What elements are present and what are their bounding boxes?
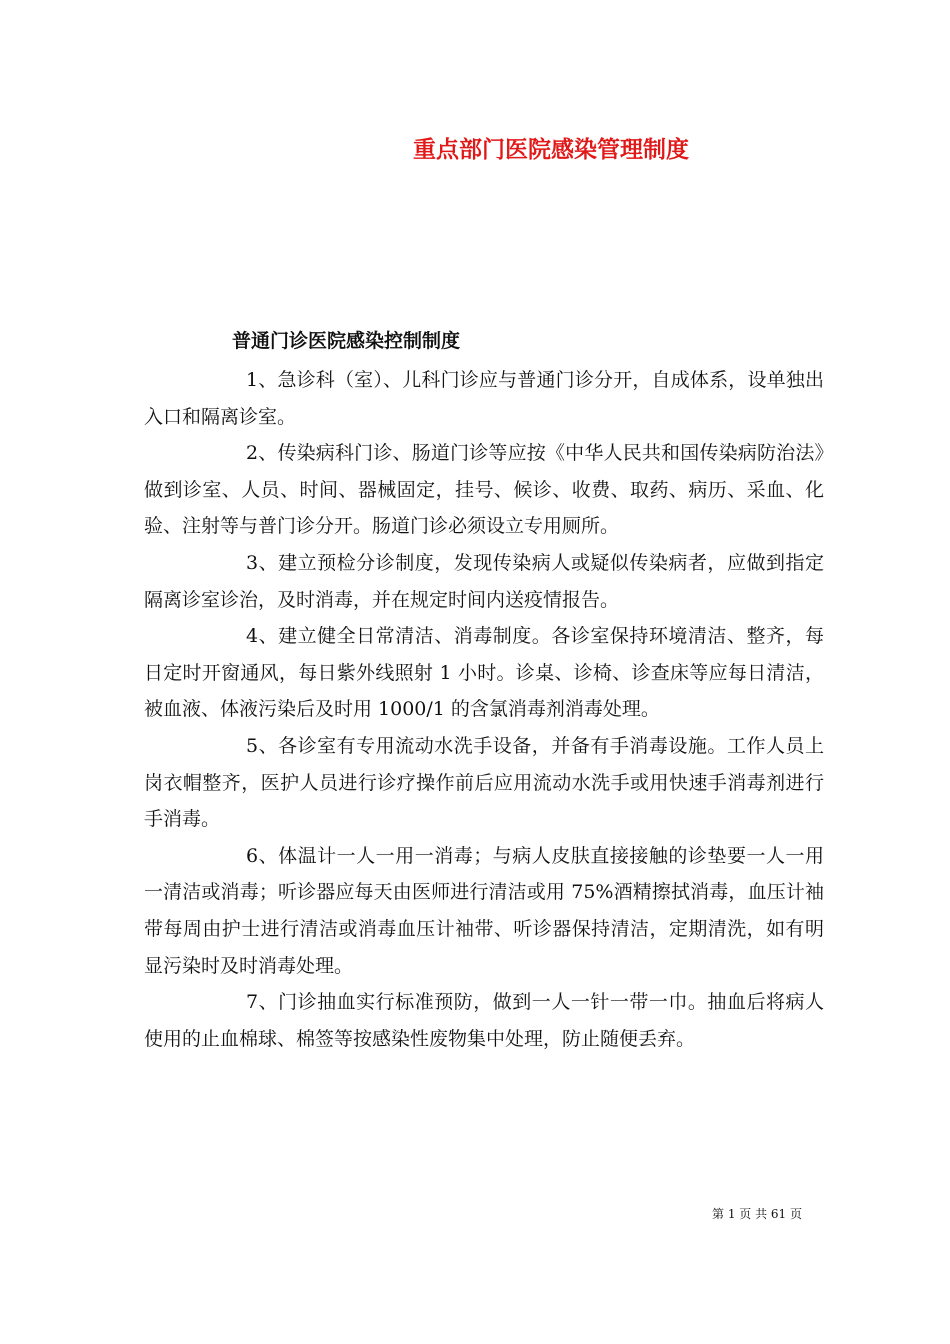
paragraph-1: 1、急诊科（室）、儿科门诊应与普通门诊分开，自成体系，设单独出入口和隔离诊室。 (144, 369, 824, 428)
document-title: 重点部门医院感染管理制度 (413, 136, 689, 163)
document-body (144, 362, 824, 1057)
page-number-footer: 第 1 页 共 61 页 (712, 1207, 802, 1221)
paragraph-3: 3、建立预检分诊制度，发现传染病人或疑似传染病者，应做到指定隔离诊室诊治，及时消毒，并在规定时间内送疫情报告。 (144, 551, 824, 611)
paragraph-6: 6、体温计一人一用一消毒；与病人皮肤直接接触的诊垫要一人一用一清洁或消毒；听诊器应每天由医师进行清洁或用 75%酒精擦拭消毒，血压计袖带每周由护士进行清洁或消毒血压计袖带、听诊器保持清洁，定期清洗，如有明显污染时及时消毒处理。 (144, 844, 824, 977)
paragraph-4: 4、建立健全日常清洁、消毒制度。各诊室保持环境清洁、整齐，每日定时开窗通风，每日紫外线照射 1 小时。诊桌、诊椅、诊查床等应每日清洁，被血液、体液污染后及时用 1000/1 的含氯消毒剂消毒处理。 (144, 625, 824, 721)
paragraph-5: 5、各诊室有专用流动水洗手设备，并备有手消毒设施。工作人员上岗衣帽整齐，医护人员进行诊疗操作前后应用流动水洗手或用快速手消毒剂进行手消毒。 (144, 734, 824, 831)
paragraph-7: 7、门诊抽血实行标准预防，做到一人一针一带一巾。抽血后将病人使用的止血棉球、棉签等按感染性废物集中处理，防止随便丢弃。 (144, 991, 824, 1050)
paragraph-2: 2、传染病科门诊、肠道门诊等应按《中华人民共和国传染病防治法》做到诊室、人员、时间、器械固定，挂号、候诊、收费、取药、病历、采血、化验、注射等与普门诊分开。肠道门诊必须设立专用厕所。 (144, 442, 824, 538)
section-title: 普通门诊医院感染控制制度 (232, 330, 461, 352)
